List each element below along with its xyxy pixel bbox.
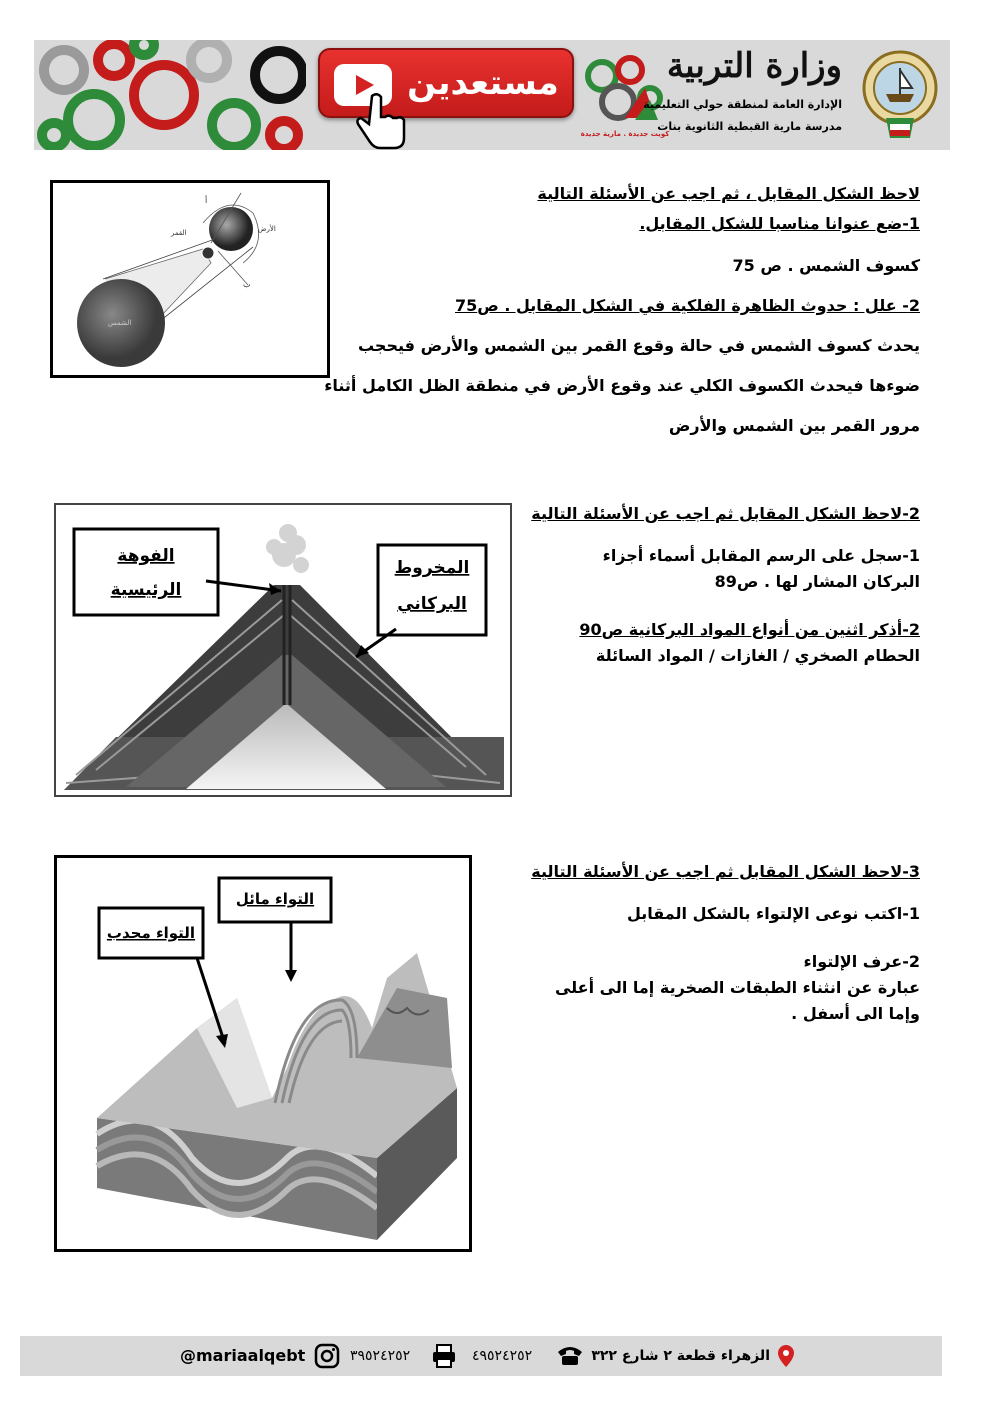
phone-icon [556,1344,584,1366]
vent-label-line2: الرئيسية [110,580,182,600]
vent-label-box [74,529,218,615]
logo-caption: كويت جديدة . مارية جديدة [580,130,670,138]
page-header [34,40,950,150]
earth-shape [209,207,253,251]
section1-answer-1: كسوف الشمس . ص 75 [732,256,920,275]
earth-label: الأرض [258,225,276,233]
school-name: مدرسة مارية القبطية الثانوية بنات [657,120,842,133]
folding-figure [54,855,472,1252]
instagram-icon [314,1343,340,1369]
point-a-label: أ [205,196,208,205]
page-footer [20,1336,942,1376]
footer-phone: ٤٩٥٢٤٢٥٢ [472,1348,533,1364]
moon-label: القمر [171,229,187,237]
fax-icon [432,1344,456,1368]
gears-decoration [34,40,306,150]
point-b-label: ب [243,280,251,289]
section1-answer-2-line3: مرور القمر بين الشمس والأرض [668,416,920,435]
kuwait-emblem-icon [856,44,944,144]
location-pin-icon [776,1344,796,1368]
footer-instagram[interactable]: @mariaalqebt [180,1346,306,1365]
section1-answer-2-line1: يحدث كسوف الشمس في حالة وقوع القمر بين الشمس والأرض فيحجب [357,336,920,355]
section3-heading: 3-لاحظ الشكل المقابل ثم اجب عن الأسئلة التالية [531,862,920,881]
solar-eclipse-figure [50,180,330,378]
section3-question-2: 2-عرف الإلتواء [803,952,920,971]
section2-answer-2: الحطام الصخري / الغازات / المواد السائلة [595,646,920,665]
section3-answer-2-line2: وإما الى أسفل . [791,1004,920,1023]
section2-question-2: 2-أذكر اثنين من أنواع المواد البركانية ص90 [579,620,920,639]
section2-question-1-line1: 1-سجل على الرسم المقابل أسماء أجزاء [602,546,920,565]
footer-fax: ٣٩٥٢٤٢٥٢ [350,1348,411,1364]
volcano-figure [54,503,512,797]
convex-fold-label: التواء محدب [106,924,196,942]
section1-answer-2-line2: ضوءها فيحدث الكسوف الكلي عند وقوع الأرض في منطقة الظل الكامل أثناء [324,376,920,395]
section3-question-1: 1-اكتب نوعى الإلتواء بالشكل المقابل [626,904,920,923]
moon-shape [202,247,214,259]
pointer-hand-icon [354,90,414,150]
ministry-title: وزارة التربية [666,46,842,86]
section2-question-1-line2: البركان المشار لها . ص89 [714,572,920,591]
youtube-label: مستعدين [407,63,559,103]
ministry-subtitle: الإدارة العامة لمنطقة حولي التعليمية [643,98,842,111]
section1-question-2: 2- علل : حدوث الظاهرة الفلكية في الشكل المقابل . ص75 [455,296,920,315]
section3-answer-2-line1: عبارة عن انثناء الطبقات الصخرية إما الى أعلى [554,978,920,997]
section2-heading: 2-لاحظ الشكل المقابل ثم اجب عن الأسئلة التالية [531,504,920,523]
vent-label-line1: الفوهة [117,546,175,566]
cone-label-line2: البركاني [397,594,467,614]
sun-label: الشمس [108,319,132,327]
inclined-fold-label: التواء مائل [235,890,315,908]
section1-question-1: 1-ضع عنوانا مناسبا للشكل المقابل. [639,214,920,233]
cone-label-line1: المخروط [394,558,470,578]
footer-address: الزهراء قطعة ٢ شارع ٣٢٢ [591,1348,770,1364]
section1-heading: لاحظ الشكل المقابل ، ثم اجب عن الأسئلة التالية [537,184,920,203]
